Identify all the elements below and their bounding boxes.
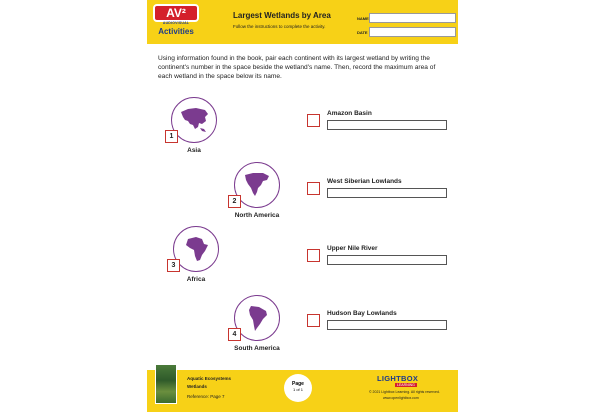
area-field[interactable] — [327, 188, 447, 198]
page-indicator — [284, 374, 312, 402]
wetland-amazon-basin — [307, 110, 447, 140]
website-link[interactable]: www.openlightbox.com — [383, 396, 419, 400]
worksheet-page — [147, 0, 458, 412]
header-bar — [147, 0, 458, 44]
continent-asia — [147, 97, 247, 167]
name-label: NAME — [357, 16, 369, 21]
wetland-west-siberian-lowlands — [307, 178, 447, 208]
page-title: Largest Wetlands by Area — [233, 11, 331, 20]
logo-subtext: AUDIOVISUAL — [162, 21, 190, 25]
continent-name: Africa — [186, 276, 206, 283]
continent-name: Asia — [187, 147, 201, 154]
answer-box[interactable] — [307, 249, 320, 262]
lightbox-logo: LIGHTBOX — [377, 374, 419, 383]
north-america-map-icon — [241, 169, 273, 201]
page-number: 1 of 1 — [292, 387, 303, 392]
continent-name: North America — [234, 212, 280, 219]
page-label: Page — [292, 381, 304, 387]
area-field[interactable] — [327, 120, 447, 130]
answer-box[interactable] — [307, 182, 320, 195]
wetland-name: Amazon Basin — [327, 110, 372, 117]
lightbox-logo-sub: LEARNING — [397, 383, 415, 387]
area-field[interactable] — [327, 320, 447, 330]
date-label: DATE — [357, 30, 368, 35]
continent-name: South America — [234, 345, 280, 352]
logo-mark: AV² — [153, 4, 199, 22]
asia-map-icon — [178, 104, 210, 136]
continent-number-box: 1 — [165, 130, 178, 143]
africa-map-icon — [180, 233, 212, 265]
activities-label: Activities — [158, 27, 194, 36]
continent-africa — [149, 226, 249, 296]
answer-box[interactable] — [307, 114, 320, 127]
book-title: Wetlands — [187, 384, 207, 389]
wetland-name: West Siberian Lowlands — [327, 178, 402, 185]
copyright-text: © 2021 Lightbox Learning. All rights reserved. — [369, 390, 440, 394]
continent-north-america — [210, 162, 310, 232]
wetland-name: Hudson Bay Lowlands — [327, 310, 397, 317]
date-field[interactable] — [369, 27, 456, 37]
area-field[interactable] — [327, 255, 447, 265]
reference-page: Reference: Page 7 — [187, 394, 225, 399]
wetland-name: Upper Nile River — [327, 245, 378, 252]
wetland-hudson-bay-lowlands — [307, 310, 447, 340]
continent-number-box: 2 — [228, 195, 241, 208]
page-subtitle: Follow the instructions to complete the activity. — [233, 24, 326, 29]
wetland-upper-nile-river — [307, 245, 447, 275]
instructions-text: Using information found in the book, pair each continent with its largest wetland by writing the continent's number in the space beside the wetland's name. Then, record the maximum area of each wetland in the space below its name. — [158, 55, 436, 80]
book-series: Aquatic Ecosystems — [187, 376, 232, 381]
continent-number-box: 4 — [228, 328, 241, 341]
name-field[interactable] — [369, 13, 456, 23]
continent-number-box: 3 — [167, 259, 180, 272]
av2-logo — [153, 4, 199, 40]
continent-south-america — [210, 295, 310, 365]
book-cover-thumbnail — [155, 364, 177, 404]
south-america-map-icon — [241, 302, 273, 334]
answer-box[interactable] — [307, 314, 320, 327]
